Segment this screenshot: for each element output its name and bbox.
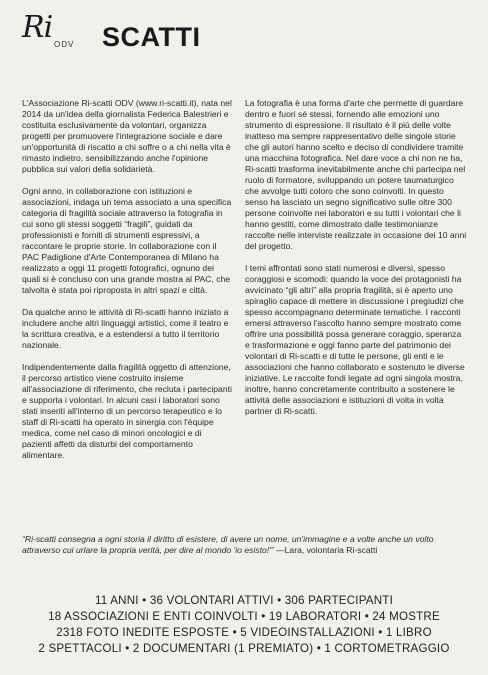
logo-script-text: Ri bbox=[22, 10, 53, 45]
left-paragraph-4: Indipendentemente dalla fragilità oggetto di attenzione, il percorso artistico viene costruito insieme all'associazione di riferimento, che recluta i partecipanti e supporta i volontari. In alcuni casi i laboratori sono stati inseriti all'interno di un percorso terapeutico e lo staff di Ri-scatti ha operato in sinergia con l'équipe medica, come nel caso di minori oncologici e di pazienti affetti da disturbi del comportamento alimentare. bbox=[22, 362, 232, 460]
quote-text: “Ri-scatti consegna a ogni storia il diritto di esistere, di avere un nome, un'immagine e a volte anche un volto attraverso cui urlare la propria verità, per dire al mondo 'io esisto!'” bbox=[22, 534, 434, 555]
stats-line-2: 18 ASSOCIAZIONI E ENTI COINVOLTI • 19 LABORATORI • 24 MOSTRE bbox=[48, 610, 440, 623]
stats-line-3: 2318 FOTO INEDITE ESPOSTE • 5 VIDEOINSTALLAZIONI • 1 LIBRO bbox=[56, 626, 432, 639]
right-paragraph-2: I temi affrontati sono stati numerosi e diversi, spesso coraggiosi e scomodi: quando la voce dei protagonisti ha avvicinato “gli altri” alla propria fragilità, si è aperto uno spiraglio capace di mettere in discussione i pregiudizi che spesso accompagnano determinate tematiche. I racconti emersi attraverso l'ascolto hanno sempre mostrato come offrire una possibilità possa generare coraggio, speranza e trasformazione e oggi fanno parte del patrimonio dei volontari di Ri-scatti e di tutte le persone, gli enti e le associazioni che hanno collaborato e sostenuto le diverse iniziative. Le raccolte fondi legate ad ogni singola mostra, inoltre, hanno concretamente contribuito a sostenere le attività delle associazioni e istituzioni di volta in volta partner di Ri-scatti. bbox=[245, 263, 465, 416]
stats-block bbox=[10, 593, 478, 657]
left-paragraph-2: Ogni anno, in collaborazione con istituzioni e associazioni, indaga un tema associato a una specifica categoria di fragilità sociale attraverso la fotografia in cui sono gli stessi soggetti “fragili”, guidati da professionisti e forniti di strumenti espressivi, a raccontare le proprie storie. In collaborazione con il PAC Padiglione d'Arte Contemporanea di Milano ha realizzato a oggi 11 progetti fotografici, ognuno dei quali si è concluso con una grande mostra al PAC, che talvolta è stata poi riproposta in altri spazi e città. bbox=[22, 186, 232, 295]
stats-line-1: 11 ANNI • 36 VOLONTARI ATTIVI • 306 PARTECIPANTI bbox=[95, 594, 393, 607]
left-column bbox=[22, 98, 232, 472]
right-paragraph-1: La fotografia è una forma d'arte che permette di guardare dentro e fuori sé stessi, fornendo alle emozioni uno strumento di espressione. Il risultato è il più delle volte inatteso ma sempre rappresentativo delle singole storie che gli autori hanno scelto e deciso di condividere tramite una macchina fotografica. Nel dare voce a chi non ne ha, Ri-scatti trasforma inevitabilmente anche chi partecipa nel ruolo di formatore, sviluppando un potere taumaturgico che avvolge tutti coloro che sono coinvolti. In questo senso ha lasciato un segno significativo sulle oltre 300 persone coinvolte nei laboratori e su tutti i volontari che li hanno gestiti, come dimostrato dalle testimonianze raccolte nelle interviste realizzate in occasione dei 10 anni del progetto. bbox=[245, 98, 467, 251]
right-column bbox=[245, 98, 467, 428]
quote-author: —Lara, volontaria Ri-scatti bbox=[276, 545, 378, 555]
riscatti-logo bbox=[22, 10, 222, 50]
volunteer-quote bbox=[22, 534, 472, 556]
logo-scatti-text: SCATTI bbox=[102, 22, 201, 52]
left-paragraph-3: Da qualche anno le attività di Ri-scatti hanno iniziato a includere anche altri linguaggi artistici, come il teatro e la scrittura creativa, e a estendersi a tutto il territorio nazionale. bbox=[22, 307, 229, 350]
logo-odv-text: ODV bbox=[54, 40, 75, 49]
left-paragraph-1: L'Associazione Ri-scatti ODV (www.ri-scatti.it), nata nel 2014 da un'idea della giornalista Federica Balestrieri e costituita esclusivamente da volontari, organizza progetti per promuovere l'integrazione sociale e dare un'opportunità di riscatto a chi soffre o a chi nella vita è rimasto indietro, sensibilizzando anche l'opinione pubblica sui valori della solidarietà. bbox=[22, 98, 232, 174]
stats-line-4: 2 SPETTACOLI • 2 DOCUMENTARI (1 PREMIATO) • 1 CORTOMETRAGGIO bbox=[38, 642, 450, 655]
